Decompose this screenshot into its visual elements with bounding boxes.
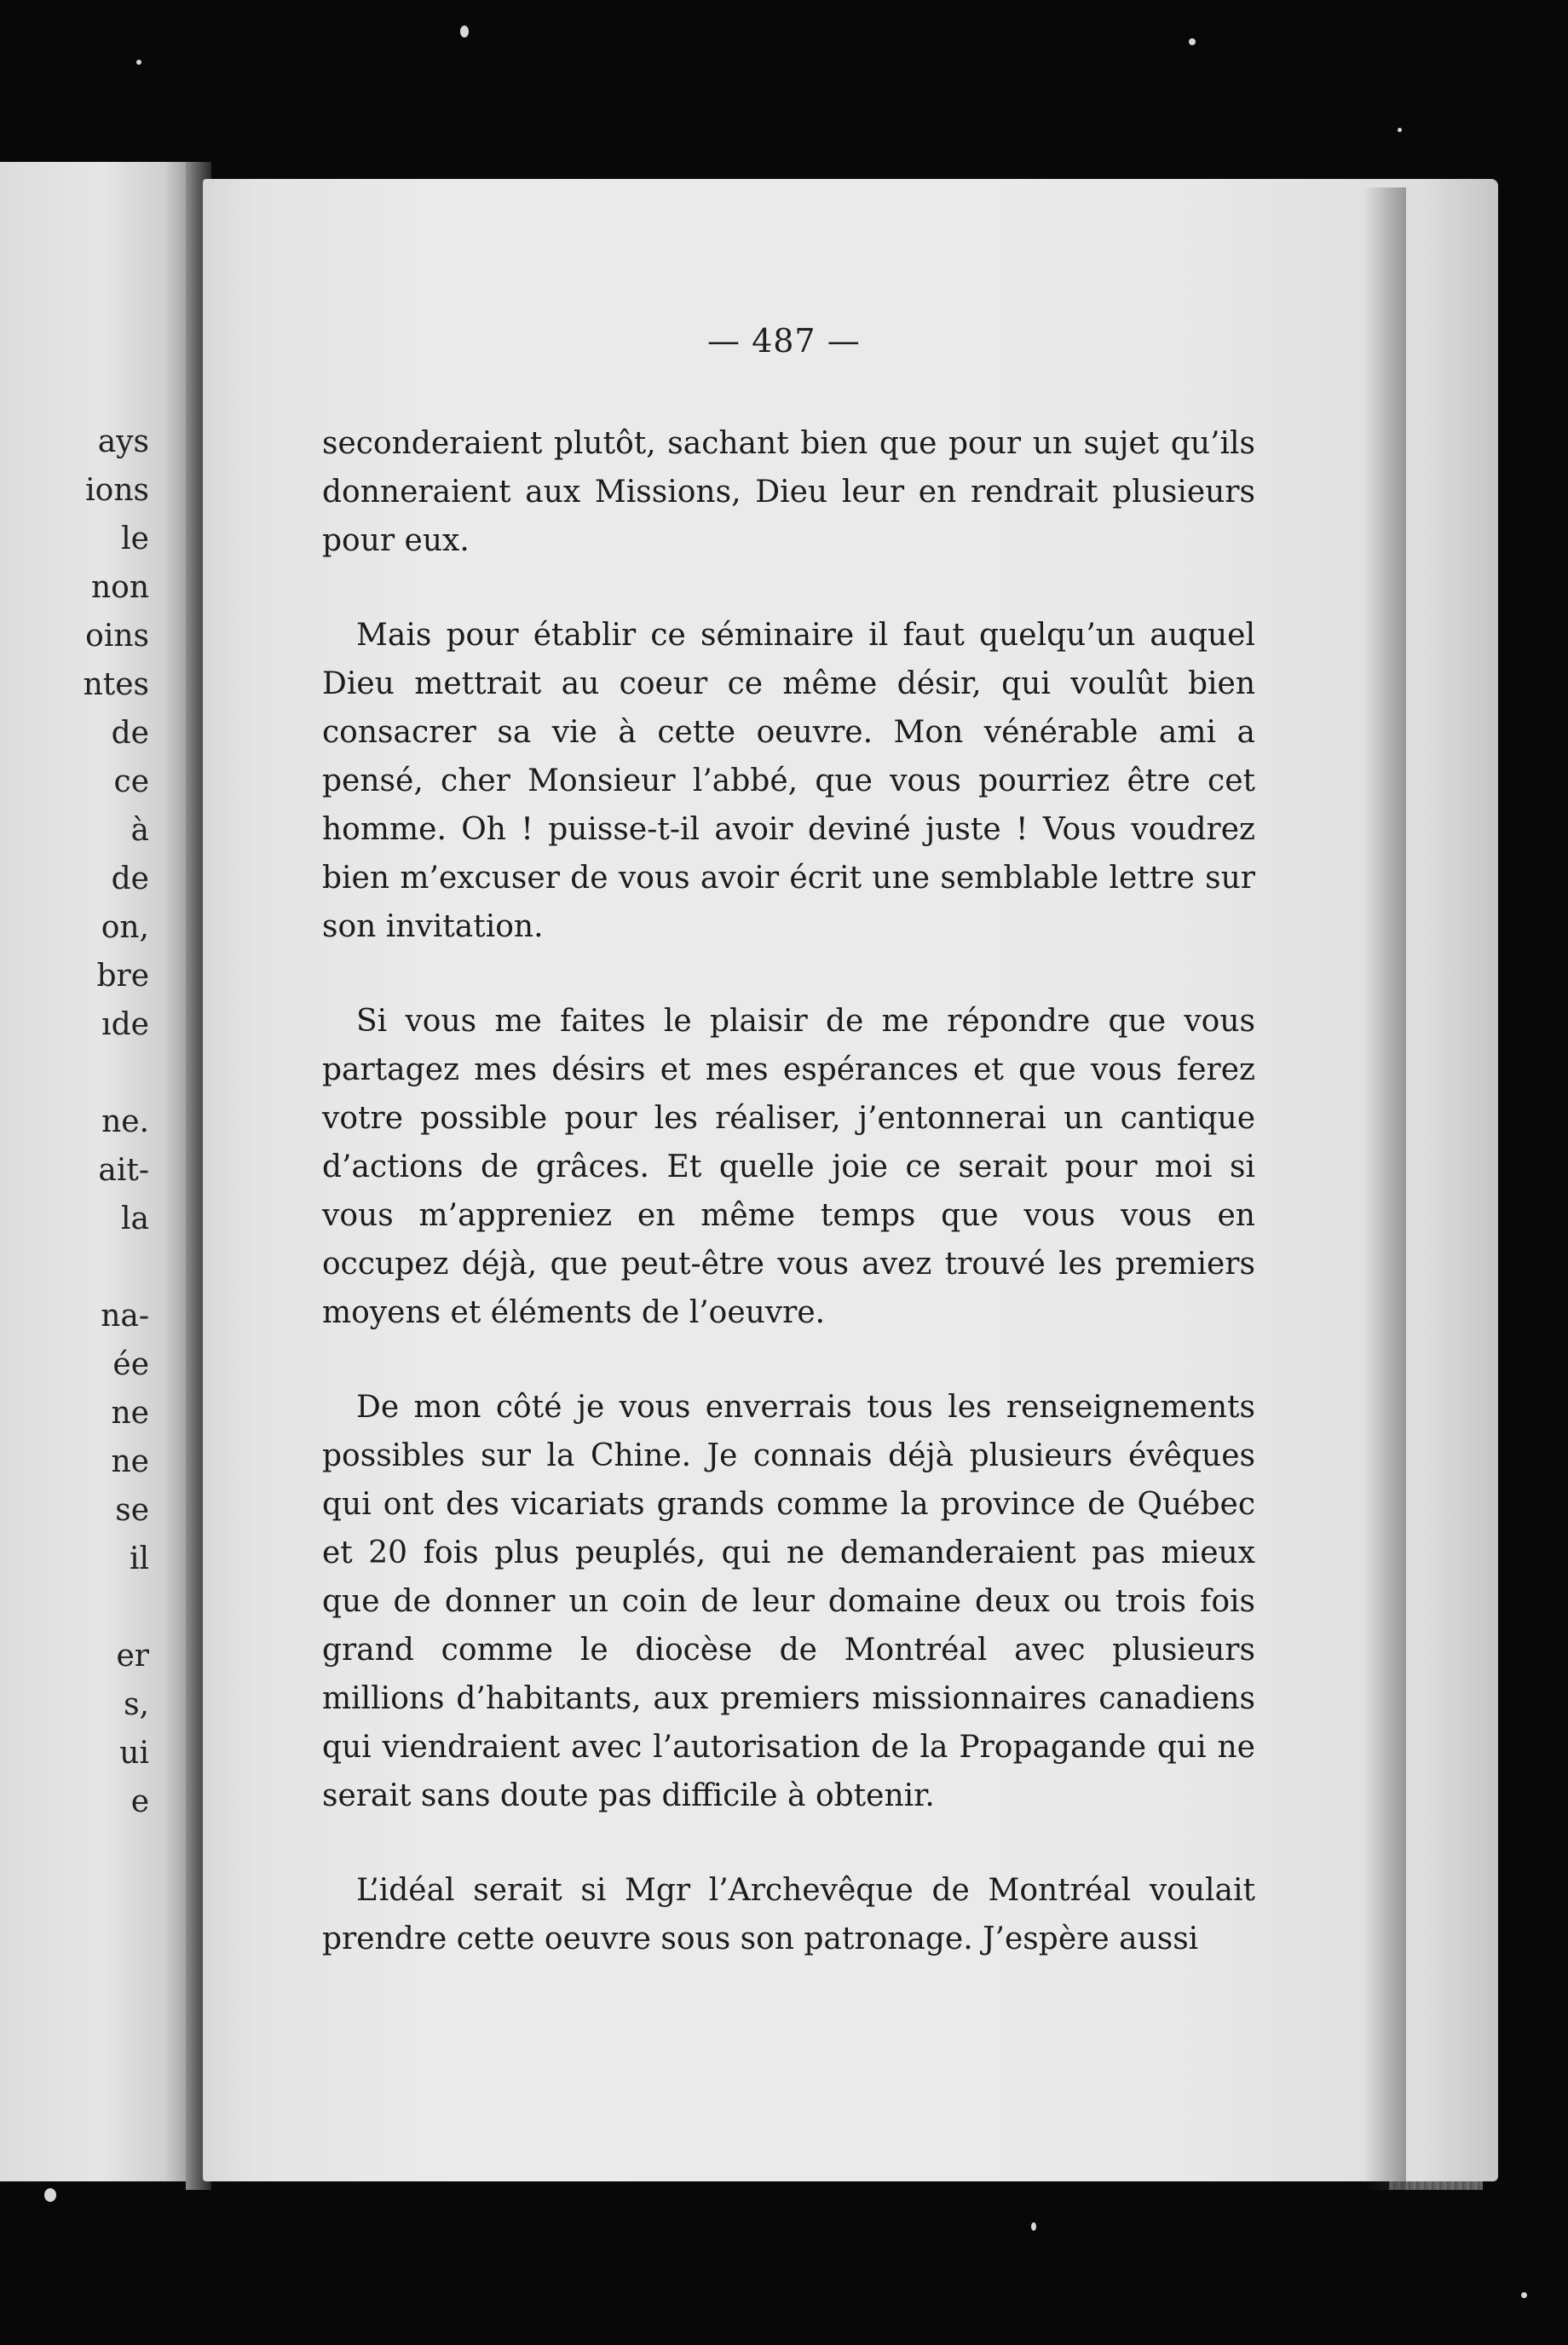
previous-page-line-fragment: ui: [119, 1736, 149, 1771]
previous-page-line-fragment: bre: [96, 959, 149, 994]
previous-page-line-fragment: [38, 1049, 149, 1098]
previous-page-line-fragment: à: [130, 813, 149, 848]
previous-page-line-fragment: ce: [113, 764, 149, 799]
paragraph-3: Si vous me faites le plaisir de me répondre que vous partagez mes désirs et mes espérances et que vous ferez votre possible pour les réaliser, j’entonnerai un cantique d’actions de grâces. Et quelle joie ce serait pour moi si vous m’appreniez en même temps que vous vous en occupez déjà, que peut-être vous avez trouvé les premiers moyens et éléments de l’oeuvre.: [322, 1004, 1255, 1330]
previous-page-line-fragment: non: [90, 570, 149, 605]
previous-page-line-fragment: ays: [97, 424, 149, 459]
previous-page-line-fragment: de: [111, 716, 149, 751]
previous-page-edge: [0, 162, 192, 2181]
previous-page-line-fragment: ne: [111, 1396, 149, 1431]
previous-page-line-fragment: ntes: [83, 667, 149, 702]
dust-speck: [1031, 2222, 1036, 2231]
previous-page-text-fragments: [38, 418, 149, 1826]
page-number: — 487 —: [707, 322, 861, 360]
dust-speck: [44, 2188, 56, 2202]
dust-speck: [460, 26, 469, 37]
previous-page-line-fragment: on,: [101, 910, 149, 945]
previous-page-line-fragment: la: [121, 1201, 149, 1236]
previous-page-line-fragment: de: [111, 861, 149, 896]
previous-page-line-fragment: ne: [111, 1444, 149, 1479]
previous-page-line-fragment: oins: [85, 619, 149, 654]
paragraph-4: De mon côté je vous enverrais tous les renseignements possibles sur la Chine. Je connais déjà plusieurs évêques qui ont des vicariats grands comme la province de Québec et 20 fois plus peuplés, qui ne demanderaient pas mieux que de donner un coin de leur domaine deux ou trois fois grand comme le diocèse de Montréal avec plusieurs millions d’habitants, aux premiers missionnaires canadiens qui viendraient avec l’autorisation de la Propagande qui ne serait sans doute pas difficile à obtenir.: [322, 1390, 1255, 1813]
previous-page-line-fragment: ions: [85, 473, 149, 508]
dust-speck: [1521, 2292, 1527, 2298]
previous-page-line-fragment: il: [129, 1541, 149, 1576]
previous-page-line-fragment: le: [121, 521, 149, 556]
previous-page-line-fragment: s,: [124, 1687, 149, 1722]
previous-page-line-fragment: na-: [101, 1299, 149, 1334]
previous-page-line-fragment: ıde: [101, 1007, 149, 1042]
dust-speck: [1189, 38, 1196, 45]
paragraph-2: Mais pour établir ce séminaire il faut quelqu’un auquel Dieu mettrait au coeur ce même désir, qui voulût bien consacrer sa vie à cette oeuvre. Mon vénérable ami a pensé, cher Monsieur l’abbé, que vous pourriez être cet homme. Oh ! puisse-t-il avoir deviné juste ! Vous voudrez bien m’excuser de vous avoir écrit une semblable lettre sur son invitation.: [322, 618, 1255, 944]
previous-page-line-fragment: [38, 1583, 149, 1632]
dust-speck: [136, 60, 141, 65]
paragraph-5: L’idéal serait si Mgr l’Archevêque de Montréal voulait prendre cette oeuvre sous son patronage. J’espère aussi: [322, 1873, 1255, 1956]
previous-page-line-fragment: [38, 1243, 149, 1292]
previous-page-line-fragment: ée: [112, 1347, 149, 1382]
page-edge-shadow: [1363, 187, 1406, 2190]
previous-page-line-fragment: se: [115, 1493, 149, 1528]
previous-page-line-fragment: ne.: [101, 1104, 149, 1139]
paragraph-1: seconderaient plutôt, sachant bien que pour un sujet qu’ils donneraient aux Missions, Dieu leur en rendrait plusieurs pour eux.: [322, 426, 1255, 558]
page-body-text: [322, 419, 1255, 1963]
previous-page-line-fragment: er: [116, 1639, 149, 1674]
previous-page-line-fragment: ait-: [98, 1153, 149, 1188]
previous-page-line-fragment: e: [130, 1784, 149, 1819]
dust-speck: [1398, 128, 1402, 132]
